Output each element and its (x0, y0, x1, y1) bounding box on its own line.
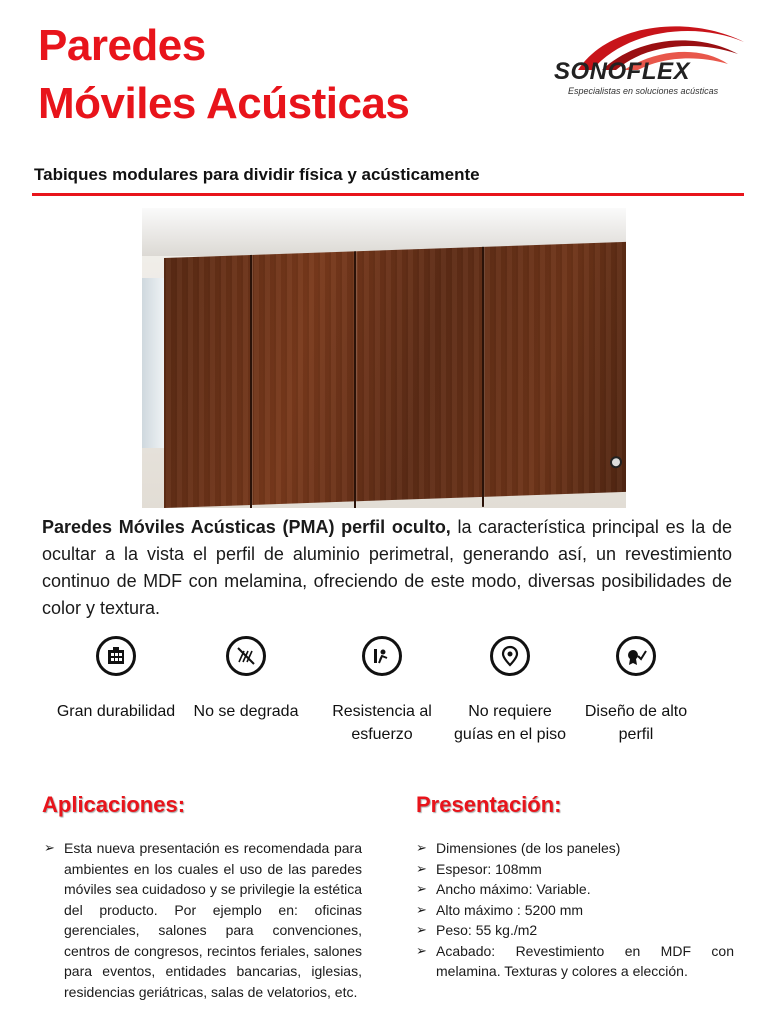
photo-wood-wall (164, 242, 626, 508)
list-item: ➢ Ancho máximo: Variable. (416, 879, 734, 900)
aplicaciones-heading: Aplicaciones: (42, 792, 186, 817)
page-title (38, 22, 409, 128)
presentacion-heading: Presentación: (416, 792, 562, 817)
feature-high-profile (576, 636, 696, 746)
panel-seam (250, 255, 252, 508)
logo-tagline: Especialistas en soluciones acústicas (568, 86, 719, 96)
arrow-bullet-icon: ➢ (416, 942, 427, 958)
arrow-bullet-icon: ➢ (416, 840, 427, 855)
arrow-bullet-icon: ➢ (416, 922, 427, 937)
award-check-icon (616, 636, 656, 676)
title-line-2: Móviles Acústicas (38, 79, 410, 128)
feature-label: Gran durabilidad (56, 703, 176, 720)
panel-seam (354, 251, 356, 508)
logo-brand: SONOFLEX (554, 58, 691, 85)
list-item: ➢ Esta nueva presentación es recomendada para ambientes en los cuales el uso de las paredes móviles sea cuidadoso y se privilegie la estética del producto. Por ejemplo en: oficinas gerenciales, salones para convenciones, centros de congresos, recintos feriales, salones para eventos, entidades bancarias, iglesias, residencias geriátricas, salas de velatorios, etc. (44, 840, 362, 1000)
feature-label: Diseño de alto perfil (584, 703, 688, 743)
panel-lock-icon (610, 456, 622, 468)
intro-bold: Paredes Móviles Acústicas (PMA) perfil oculto, (42, 517, 451, 537)
header-divider (32, 193, 744, 196)
location-pin-icon (490, 636, 530, 676)
page-subtitle: Tabiques modulares para dividir física y acústicamente (34, 165, 480, 184)
product-photo (142, 208, 626, 508)
feature-label: No requiere guías en el piso (453, 703, 567, 743)
list-item: ➢ Dimensiones (de los paneles) (416, 838, 734, 859)
building-icon (96, 636, 136, 676)
intro-paragraph (42, 514, 732, 622)
list-item: ➢ Espesor: 108mm (416, 859, 734, 880)
panel-seam (482, 247, 484, 507)
feature-strength (322, 636, 442, 746)
title-line-1: Paredes (38, 21, 206, 70)
feature-no-degradation (186, 636, 306, 723)
features-row (0, 636, 768, 786)
arrow-bullet-icon: ➢ (416, 881, 427, 896)
arrow-bullet-icon: ➢ (416, 901, 427, 917)
sonoflex-logo (548, 14, 748, 104)
arrow-bullet-icon: ➢ (416, 860, 427, 876)
aplicaciones-list (44, 838, 362, 1002)
intro-text: la característica principal es la de ocultar a la vista el perfil de aluminio perimetral, generando así, un revestimiento continuo de MDF con melamina, ofreciendo de este modo, diversas posibilidades de color y textura. (42, 517, 732, 618)
list-item: ➢ Acabado: Revestimiento en MDF con melamina. Texturas y colores a elección. (416, 942, 734, 979)
strength-icon (362, 636, 402, 676)
feature-no-guides (450, 636, 570, 746)
no-degradation-icon (226, 636, 266, 676)
list-item: ➢ Alto máximo : 5200 mm (416, 900, 734, 921)
presentacion-list (416, 838, 734, 982)
list-item: ➢ Peso: 55 kg./m2 (416, 920, 734, 941)
feature-durability (56, 636, 176, 723)
feature-label: No se degrada (193, 703, 299, 720)
arrow-bullet-icon: ➢ (44, 840, 55, 855)
feature-label: Resistencia al esfuerzo (332, 703, 432, 743)
